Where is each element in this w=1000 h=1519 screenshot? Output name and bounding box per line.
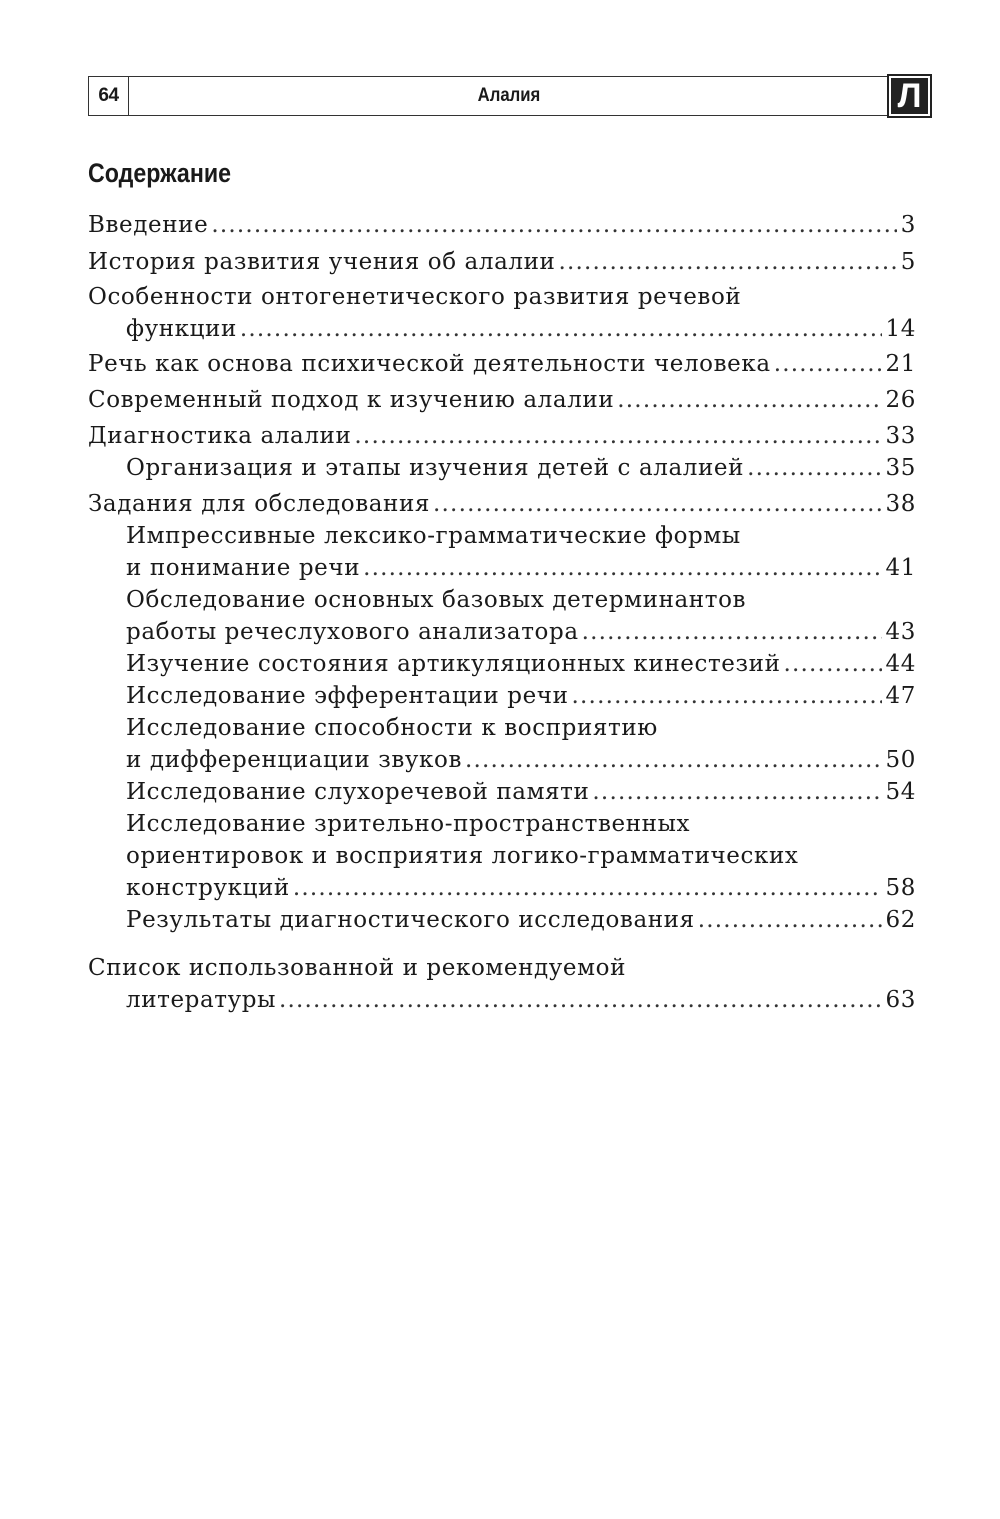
toc-entry[interactable] — [88, 747, 916, 779]
toc-entry-page: 63 — [885, 987, 916, 1013]
toc-entry-page: 58 — [885, 875, 916, 901]
toc-entry[interactable] — [88, 875, 916, 907]
toc-entry[interactable] — [88, 316, 916, 348]
toc-entry-line[interactable] — [88, 811, 916, 843]
toc-entry-line[interactable] — [88, 587, 916, 619]
toc-entry-page: 54 — [885, 779, 916, 805]
toc-leader — [572, 683, 882, 709]
toc-entry-line[interactable] — [88, 523, 916, 555]
toc-entry-page: 3 — [900, 212, 916, 238]
toc-entry-page: 43 — [885, 619, 916, 645]
toc-entry-title: работы речеслухового анализатора — [126, 619, 579, 645]
toc-entry-title: Обследование основных базовых детерминантов — [126, 587, 747, 613]
toc-entry-title: Исследование эфферентации речи — [126, 683, 569, 709]
publisher-logo-icon: Л — [889, 76, 930, 116]
toc-entry[interactable] — [88, 249, 916, 281]
toc-leader — [433, 491, 882, 517]
toc-leader — [211, 212, 896, 238]
toc-entry-title: и дифференциации звуков — [126, 747, 463, 773]
toc-entry-page: 14 — [885, 316, 916, 342]
toc-leader — [240, 316, 882, 342]
toc-leader — [558, 249, 896, 275]
toc-entry[interactable] — [88, 212, 916, 244]
toc-entry[interactable] — [88, 619, 916, 651]
toc-entry-page: 62 — [885, 907, 916, 933]
toc-entry[interactable] — [88, 455, 916, 487]
toc-entry-title: конструкций — [126, 875, 290, 901]
toc-entry-page: 5 — [900, 249, 916, 275]
toc-entry-page: 26 — [885, 387, 916, 413]
toc-entry-page: 41 — [885, 555, 916, 581]
toc-entry[interactable] — [88, 555, 916, 587]
toc-entry-title: История развития учения об алалии — [88, 249, 556, 275]
toc-entry-line[interactable] — [88, 715, 916, 747]
toc-entry-page: 44 — [885, 651, 916, 677]
toc-entry-title: Организация и этапы изучения детей с алалией — [126, 455, 745, 481]
toc-leader — [774, 351, 882, 377]
running-header — [88, 76, 930, 116]
toc-entry[interactable] — [88, 651, 916, 683]
running-title: Алалия — [477, 85, 541, 106]
toc-leader — [592, 779, 881, 805]
toc-entry-title: функции — [126, 316, 237, 342]
toc-entry-title: Особенности онтогенетического развития речевой — [88, 284, 742, 310]
toc-entry-page: 38 — [885, 491, 916, 517]
toc-entry-title: Исследование слухоречевой памяти — [126, 779, 590, 805]
toc-entry-page: 50 — [885, 747, 916, 773]
page-number: 64 — [88, 76, 129, 116]
contents-heading: Содержание — [88, 158, 232, 188]
toc-entry-title: и понимание речи — [126, 555, 361, 581]
toc-entry-title: Введение — [88, 212, 209, 238]
toc-entry-title: Исследование способности к восприятию — [126, 715, 658, 741]
toc-leader — [465, 747, 882, 773]
toc-entry-line[interactable] — [88, 843, 916, 875]
toc-entry-title: литературы — [126, 987, 276, 1013]
toc-entry-title: Речь как основа психической деятельности человека — [88, 351, 771, 377]
toc-entry-page: 33 — [885, 423, 916, 449]
toc-entry-line[interactable] — [88, 284, 916, 316]
toc-leader — [582, 619, 882, 645]
toc-leader — [354, 423, 881, 449]
toc-entry[interactable] — [88, 907, 916, 939]
toc-entry[interactable] — [88, 351, 916, 383]
toc-entry-title: Диагностика алалии — [88, 423, 352, 449]
toc-entry-line[interactable] — [88, 955, 916, 987]
toc-entry[interactable] — [88, 423, 916, 455]
toc-entry[interactable] — [88, 987, 916, 1019]
toc-entry-title: Результаты диагностического исследования — [126, 907, 695, 933]
toc-entry-title: Задания для обследования — [88, 491, 431, 517]
toc-leader — [279, 987, 882, 1013]
toc-entry-page: 35 — [885, 455, 916, 481]
toc-leader — [698, 907, 882, 933]
toc-entry[interactable] — [88, 491, 916, 523]
toc-entry-title: Исследование зрительно-пространственных — [126, 811, 691, 837]
toc-entry-title: Список использованной и рекомендуемой — [88, 955, 626, 981]
toc-entry-title: Современный подход к изучению алалии — [88, 387, 615, 413]
toc-entry[interactable] — [88, 779, 916, 811]
toc-leader — [617, 387, 881, 413]
toc-leader — [363, 555, 881, 581]
toc-leader — [293, 875, 882, 901]
toc-entry-page: 47 — [885, 683, 916, 709]
toc-entry-title: ориентировок и восприятия логико-грамматических — [126, 843, 799, 869]
toc-entry-title: Изучение состояния артикуляционных кинестезий — [126, 651, 781, 677]
toc-leader — [747, 455, 881, 481]
toc-entry[interactable] — [88, 387, 916, 419]
toc-leader — [784, 651, 882, 677]
toc-entry-page: 21 — [885, 351, 916, 377]
toc-entry-title: Импрессивные лексико-грамматические формы — [126, 523, 741, 549]
toc-entry[interactable] — [88, 683, 916, 715]
